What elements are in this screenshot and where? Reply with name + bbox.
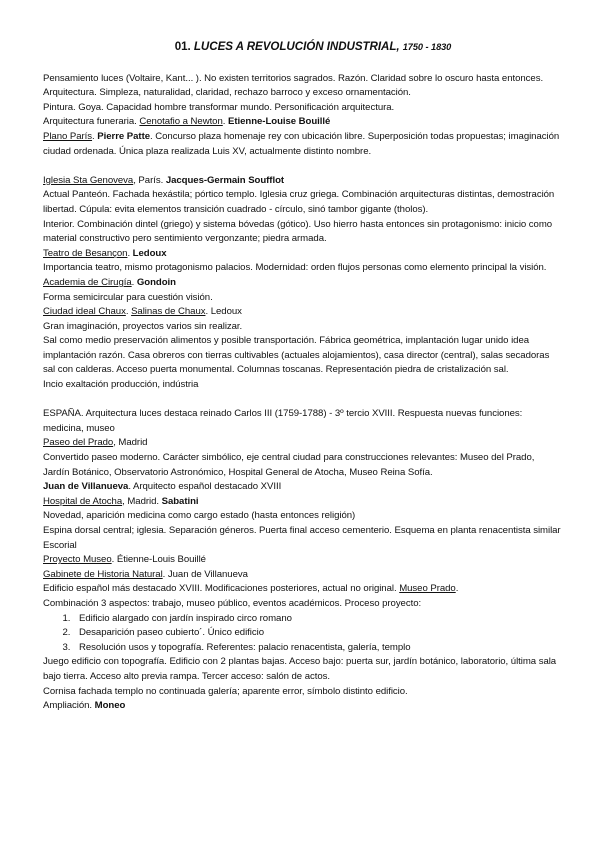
section-gap	[43, 159, 563, 174]
paragraph-sal: Sal como medio preservación alimentos y posible transportación. Fábrica geométrica, implantación lugar unido idea implantación razón. Casa obreros con tierras cultivables (actuales alojamientos), casa director (central), salas secadoras sal con calderas. Acceso puerta monumental. Columnas toscanas. Representación piedra de cristalización sal.	[43, 335, 550, 376]
iglesia-separator: , París.	[133, 174, 166, 186]
paragraph-teatro-text: Importancia teatro, mismo protagonismo palacios. Modernidad: orden flujos personas como elemento principal la visión.	[43, 262, 547, 274]
salinas-chaux-link[interactable]: Salinas de Chaux	[131, 306, 206, 318]
chaux-separator-2: . Ledoux	[205, 306, 242, 318]
paragraph-chaux	[43, 305, 563, 320]
page-title	[43, 40, 563, 55]
paragraph-espina: Espina dorsal central; iglesia. Separación géneros. Puerta final acceso cementerio. Esquema en planta renacentista similar Escorial	[43, 525, 561, 551]
paragraph-academia	[43, 276, 563, 291]
plano-paris-link[interactable]: Plano París	[43, 130, 93, 142]
hospital-link[interactable]: Hospital de Atocha	[43, 495, 123, 507]
paragraph-combinacion: Combinación 3 aspectos: trabajo, museo público, eventos académicos. Proceso proyecto:	[43, 597, 422, 609]
paragraph-pintura: Pintura. Goya. Capacidad hombre transformar mundo. Personificación arquitectura.	[43, 101, 395, 113]
paragraph-teatro	[43, 247, 563, 262]
paseo-prado-link[interactable]: Paseo del Prado	[43, 437, 114, 449]
academia-author: Gondoin	[136, 276, 176, 288]
funeraria-separator: .	[222, 116, 228, 128]
teatro-author: Ledoux	[132, 247, 167, 259]
paragraph-academia-text: Forma semicircular para cuestión visión.	[43, 291, 213, 303]
paragraph-gabinete	[43, 568, 563, 583]
plano-separator: .	[92, 130, 98, 142]
plano-author: Pierre Patte	[97, 130, 151, 142]
ampliacion-prefix: Ampliación.	[43, 700, 95, 712]
list-item: 1. Edificio alargado con jardín inspirado circo romano	[73, 612, 563, 627]
paragraph-incio: Incio exaltación producción, indústria	[43, 379, 199, 391]
paragraph-paseo	[43, 436, 563, 451]
paragraph-interior: Interior. Combinación dintel (griego) y sistema bóvedas (gótico). Uso hierro hasta entonces sin protagonismo: inicio como material constructivo pero sentimiento vergonzante; piedra armada.	[43, 218, 553, 245]
edificio-suffix: .	[455, 583, 459, 595]
ampliacion-author: Moneo	[94, 700, 126, 712]
paragraph-ampliacion	[43, 699, 563, 714]
funeraria-author: Etienne-Louise Bouillé	[228, 116, 331, 128]
paragraph-pensamiento: Pensamiento luces (Voltaire, Kant... ). No existen territorios sagrados. Razón. Claridad sobre lo oscuro hasta entonces.	[43, 72, 544, 84]
gabinete-link[interactable]: Gabinete de Historia Natural	[43, 568, 163, 580]
academia-link[interactable]: Academia de Cirugía	[43, 276, 132, 288]
paragraph-edificio	[43, 582, 563, 597]
document-page	[43, 40, 563, 714]
chaux-separator-1: .	[125, 306, 132, 318]
academia-separator: .	[131, 276, 137, 288]
paragraph-arquitectura: Arquitectura. Simpleza, naturalidad, claridad, rechazo barroco y exceso ornamentación.	[43, 87, 411, 99]
hospital-author: Sabatini	[161, 495, 199, 507]
iglesia-author: Jacques-Germain Soufflot	[165, 174, 285, 186]
juan-text: . Arquitecto español destacado XVIII	[128, 481, 282, 493]
paragraph-funeraria	[43, 115, 563, 130]
paseo-separator: , Madrid	[113, 437, 148, 449]
title-number: 01.	[174, 40, 191, 53]
paragraph-paseo-text: Convertido paseo moderno. Carácter simbólico, eje central ciudad para construcciones relevantes: Museo del Prado, Jardín Botánico, Observatorio Astronómico, Hospital General de Atocha, Museo Reina Sofía.	[43, 452, 535, 478]
paragraph-cornisa: Cornisa fachada templo no continuada galería; aparente error, símbolo distinto edificio.	[43, 685, 408, 697]
cenotafio-link[interactable]: Cenotafio a Newton	[139, 116, 223, 128]
teatro-link[interactable]: Teatro de Besançon	[43, 247, 128, 259]
paragraph-gran: Gran imaginación, proyectos varios sin realizar.	[43, 320, 243, 332]
paragraph-novedad: Novedad, aparición medicina como cargo estado (hasta entonces religión)	[43, 510, 356, 522]
teatro-separator: .	[127, 247, 133, 259]
funeraria-prefix: Arquitectura funeraria.	[43, 116, 140, 128]
museo-prado-link[interactable]: Museo Prado	[399, 583, 456, 595]
paragraph-iglesia	[43, 174, 563, 189]
title-dates: 1750 - 1830	[402, 42, 452, 52]
iglesia-link[interactable]: Iglesia Sta Genoveva	[43, 174, 134, 186]
proyecto-text: . Étienne-Louis Bouillé	[111, 554, 206, 566]
juan-name: Juan de Villanueva	[43, 481, 129, 493]
proyecto-museo-link[interactable]: Proyecto Museo	[43, 554, 112, 566]
section-gap	[43, 393, 563, 408]
hospital-separator: , Madrid.	[122, 495, 162, 507]
gabinete-text: . Juan de Villanueva	[162, 568, 248, 580]
plano-text: . Concurso plaza homenaje rey con ubicación libre. Superposición todas propuestas; imaginación ciudad ordenada. Única plaza realizada Luis XV, actualmente distinto nombre.	[43, 130, 560, 157]
paragraph-juan	[43, 480, 563, 495]
title-main: LUCES A REVOLUCIÓN INDUSTRIAL,	[193, 40, 400, 53]
ciudad-chaux-link[interactable]: Ciudad ideal Chaux	[43, 306, 126, 318]
paragraph-espana: ESPAÑA. Arquitectura luces destaca reinado Carlos III (1759-1788) - 3º tercio XVIII. Respuesta nuevas funciones: medicina, museo	[43, 408, 523, 434]
list-item: 3. Resolución usos y topografía. Referentes: palacio renacentista, galería, templo	[73, 641, 563, 656]
paragraph-juego: Juego edificio con topografía. Edificio con 2 plantas bajas. Acceso bajo: puerta sur, jardín botánico, laboratorio, última sala bajo tierra. Acceso alto previa rampa. Tercer acceso: salón de actos.	[43, 656, 557, 682]
paragraph-plano	[43, 130, 563, 159]
paragraph-panteon: Actual Panteón. Fachada hexástila; pórtico templo. Iglesia cruz griega. Combinación arquitecturas distintas, demostración libertad. Cúpula: evita elementos transición cuadrado - círculo, sinó tambor gigante (tholos).	[43, 189, 555, 215]
paragraph-proyecto	[43, 553, 563, 568]
process-list	[43, 612, 563, 656]
list-item: 2. Desaparición paseo cubierto´. Único edificio	[73, 626, 563, 641]
edificio-prefix: Edificio español más destacado XVIII. Modificaciones posteriores, actual no original.	[43, 583, 400, 595]
paragraph-hospital	[43, 495, 563, 510]
